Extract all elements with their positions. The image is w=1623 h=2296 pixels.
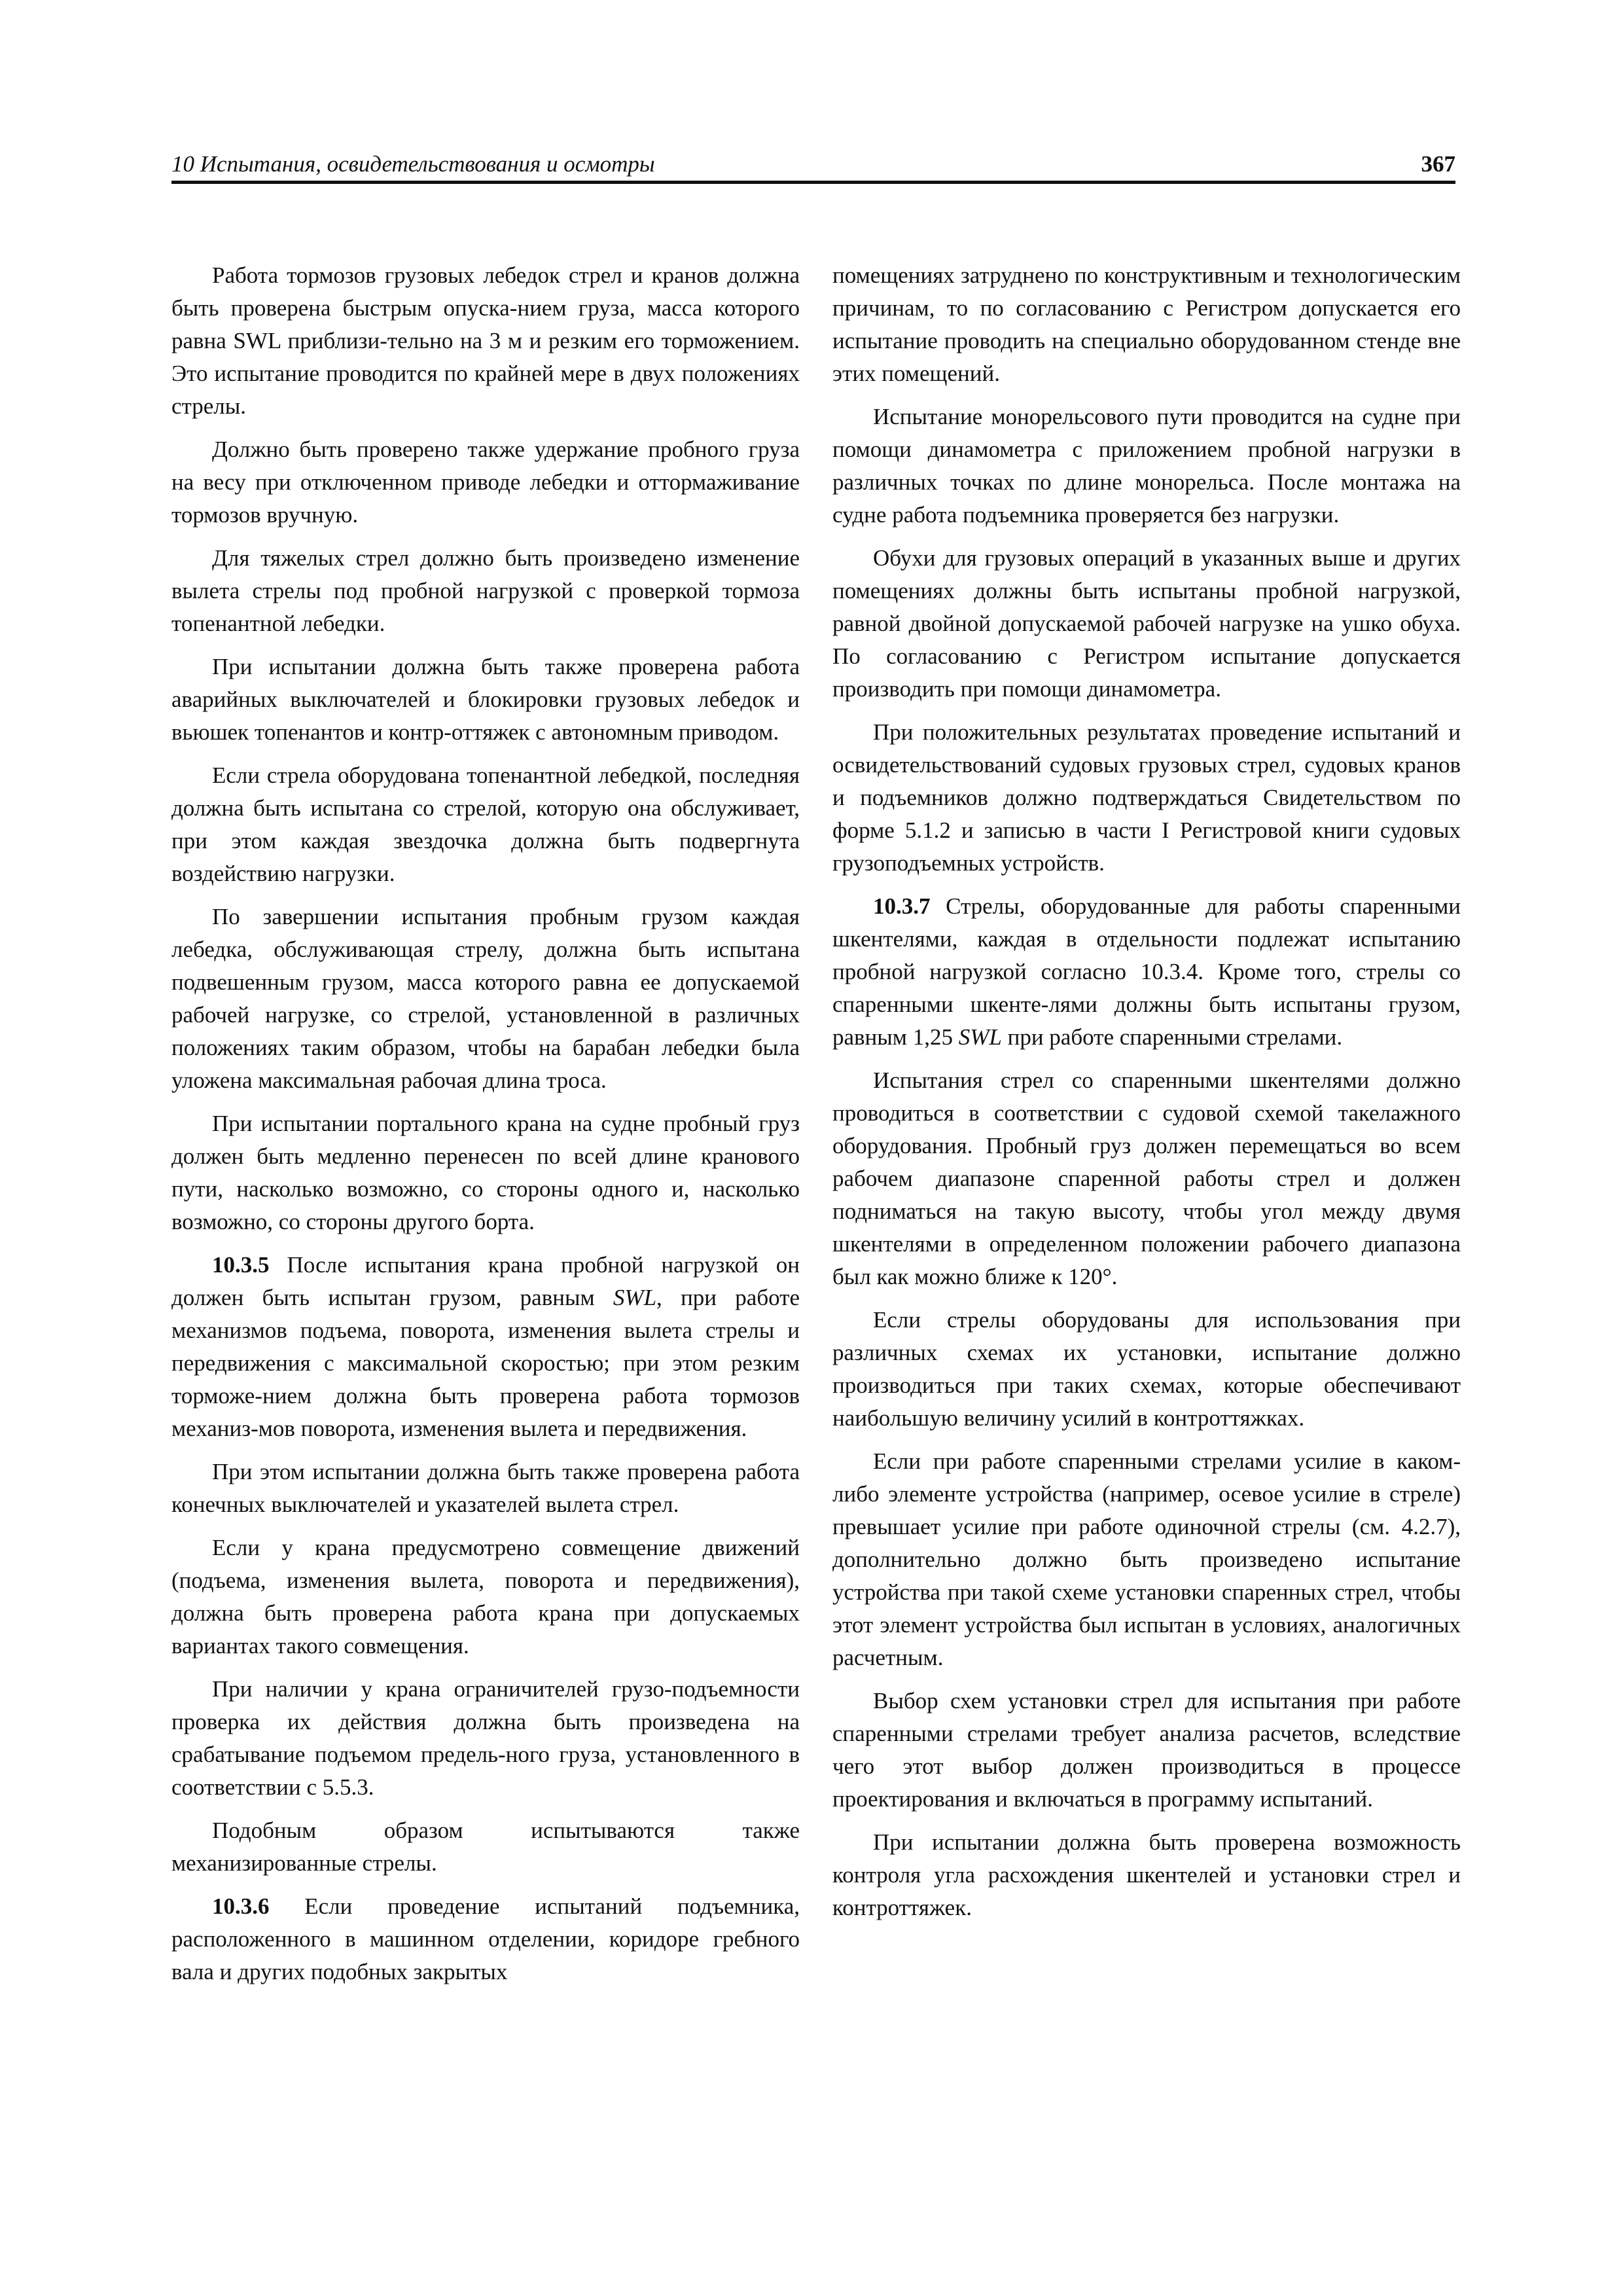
paragraph-text: После испытания крана пробной нагрузкой он должен быть испытан грузом, равным [171, 1252, 800, 1310]
page-number: 367 [1421, 151, 1455, 177]
paragraph: Испытания стрел со спаренными шкентелями должно проводиться в соответствии с судовой схемой такелажного оборудования. Пробный груз должен перемещаться во всем рабочем диапазоне спаренной работы стрел и должен подниматься на такую высоту, чтобы угол между двумя шкентелями в определенном положении рабочего диапазона был как можно ближе к 120°. [832, 1067, 1461, 1289]
paragraph: При этом испытании должна быть также проверена работа конечных выключателей и указателей вылета стрел. [171, 1459, 800, 1517]
chapter-title: 10 Испытания, освидетельствования и осмотры [171, 151, 655, 177]
paragraph-text: при работе спаренными стрелами. [1001, 1024, 1343, 1050]
paragraph: По завершении испытания пробным грузом каждая лебедка, обслуживающая стрелу, должна быть испытана подвешенным грузом, масса которого равна ее допускаемой рабочей нагрузке, со стрелой, установленной в различных положениях таким образом, чтобы на барабан лебедки была уложена максимальная рабочая длина троса. [171, 904, 800, 1093]
section-number: 10.3.6 [212, 1893, 270, 1919]
paragraph: При испытании должна быть также проверена работа аварийных выключателей и блокировки грузовых лебедок и вьюшек топенантов и контр-оттяжек с автономным приводом. [171, 654, 800, 745]
paragraph: Если стрелы оборудованы для использования при различных схемах их установки, испытание должно производиться при таких схемах, которые обеспечивают наибольшую величину усилий в контроттяжках. [832, 1307, 1461, 1431]
paragraph: Испытание монорельсового пути проводится на судне при помощи динамометра с приложением пробной нагрузки в различных точках по длине монорельса. После монтажа на судне работа подъемника проверяется без нагрузки. [832, 404, 1461, 528]
swl-term: SWL [613, 1285, 657, 1310]
left-column [171, 259, 800, 1999]
paragraph: Должно быть проверено также удержание пробного груза на весу при отключенном приводе лебедки и оттормаживание тормозов вручную. [171, 437, 800, 528]
header-rule [171, 181, 1455, 184]
section-number: 10.3.5 [212, 1252, 270, 1278]
paragraph: При испытании портального крана на судне пробный груз должен быть медленно перенесен по всей длине кранового пути, насколько возможно, со стороны одного и, насколько возможно, со стороны другого борта. [171, 1111, 800, 1234]
paragraph-continued: помещениях затруднено по конструктивным и технологическим причинам, то по согласованию с Регистром допускается его испытание проводить на специально оборудованном стенде вне этих помещений. [832, 262, 1461, 386]
section-number: 10.3.7 [873, 893, 931, 919]
paragraph: Работа тормозов грузовых лебедок стрел и кранов должна быть проверена быстрым опуска-нием груза, масса которого равна SWL приблизи-тельно на 3 м и резким его торможением. Это испытание проводится по крайней мере в двух положениях стрелы. [171, 262, 800, 419]
paragraph-text: Стрелы, оборудованные для работы спаренными шкентелями, каждая в отдельности подлежат испытанию пробной нагрузкой согласно 10.3.4. Кроме того, стрелы со спаренными шкенте-лями должны быть испытаны грузом, равным 1,25 [832, 893, 1461, 1050]
paragraph-10-3-6 [171, 1890, 800, 1988]
running-header [171, 148, 1455, 181]
paragraph: Для тяжелых стрел должно быть произведено изменение вылета стрелы под пробной нагрузкой с проверкой тормоза топенантной лебедки. [171, 545, 800, 636]
paragraph-text: , при работе механизмов подъема, поворота, изменения вылета стрелы и передвижения с максимальной скоростью; при этом резким торможе-нием должна быть проверена работа тормозов механиз-мов поворота, изменения вылета и передвижения. [171, 1285, 800, 1441]
paragraph: Обухи для грузовых операций в указанных выше и других помещениях должны быть испытаны пробной нагрузкой, равной двойной допускаемой рабочей нагрузке на ушко обуха. По согласованию с Регистром испытание допускается производить при помощи динамометра. [832, 545, 1461, 702]
paragraph: При положительных результатах проведение испытаний и освидетельствований судовых грузовых стрел, судовых кранов и подъемников должно подтверждаться Свидетельством по форме 5.1.2 и записью в части I Регистровой книги судовых грузоподъемных устройств. [832, 719, 1461, 876]
paragraph: При испытании должна быть проверена возможность контроля угла расхождения шкентелей и установки стрел и контроттяжек. [832, 1829, 1461, 1920]
paragraph: Если у крана предусмотрено совмещение движений (подъема, изменения вылета, поворота и передвижения), должна быть проверена работа крана при допускаемых вариантах такого совмещения. [171, 1535, 800, 1659]
paragraph: Подобным образом испытываются также механизированные стрелы. [171, 1818, 800, 1876]
paragraph: Выбор схем установки стрел для испытания при работе спаренными стрелами требует анализа расчетов, вследствие чего этот выбор должен производиться в процессе проектирования и включаться в программу испытаний. [832, 1688, 1461, 1812]
paragraph: Если стрела оборудована топенантной лебедкой, последняя должна быть испытана со стрелой, которую она обслуживает, при этом каждая звездочка должна быть подвергнута воздействию нагрузки. [171, 762, 800, 886]
paragraph-10-3-7 [832, 890, 1461, 1054]
paragraph-10-3-5 [171, 1249, 800, 1445]
right-column [832, 259, 1461, 1935]
swl-term: SWL [958, 1024, 1002, 1050]
paragraph: Если при работе спаренными стрелами усилие в каком-либо элементе устройства (например, осевое усилие в стреле) превышает усилие при работе одиночной стрелы (см. 4.2.7), дополнительно должно быть произведено испытание устройства при такой схеме установки спаренных стрел, чтобы этот элемент устройства был испытан в условиях, аналогичных расчетным. [832, 1448, 1461, 1670]
paragraph-text: Если проведение испытаний подъемника, расположенного в машинном отделении, коридоре гребного вала и других подобных закрытых [171, 1893, 800, 1984]
paragraph: При наличии у крана ограничителей грузо-подъемности проверка их действия должна быть произведена на срабатывание подъемом предель-ного груза, установленного в соответствии с 5.5.3. [171, 1676, 800, 1800]
